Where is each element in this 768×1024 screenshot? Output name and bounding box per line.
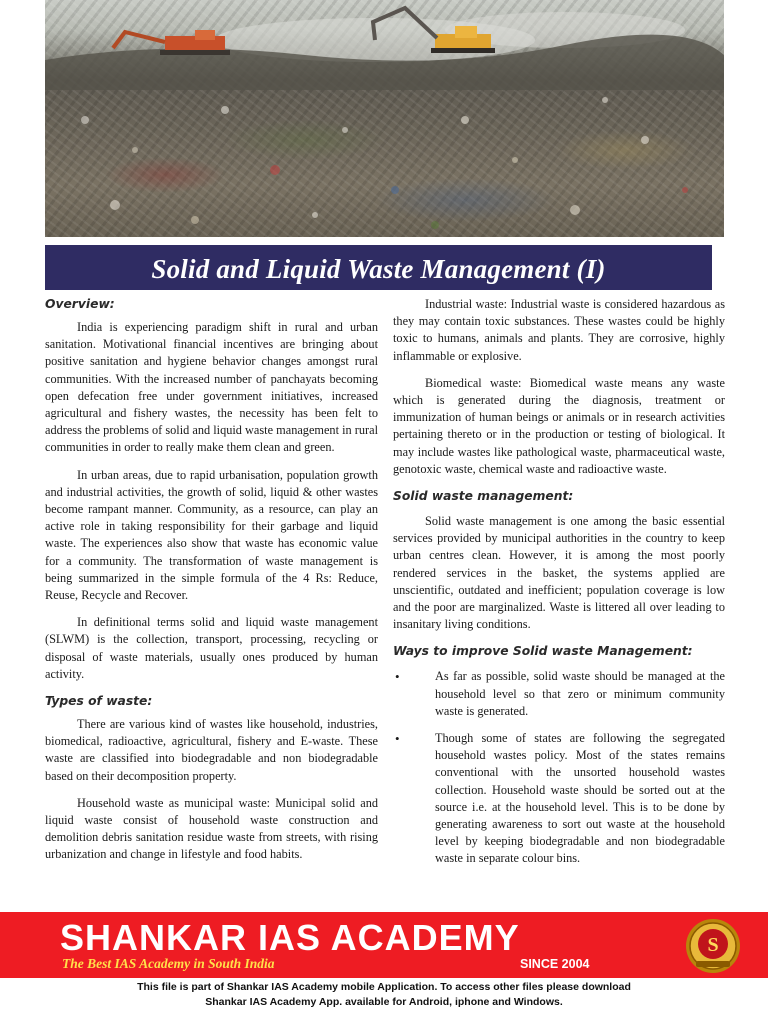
bullet-list: [393, 668, 725, 867]
types-heading: Types of waste:: [45, 694, 153, 709]
paragraph: Industrial waste: Industrial waste is considered hazardous as they may contain toxic substances. These wastes could be highly toxic to humans, animals and plants. They are corrosive, highly inflammable or explosive.: [393, 297, 725, 363]
page-title: Solid and Liquid Waste Management (I): [151, 254, 606, 284]
paragraph: Biomedical waste: Biomedical waste means any waste which is generated during the diagnosis, treatment or immunization of human beings or animals or in research activities pertaining thereto or in the production or testing of biological. It may include wastes like pathological waste, pharmaceutical waste, genotoxic waste, chemical waste and radioactive waste.: [393, 375, 725, 476]
paragraph: In definitional terms solid and liquid waste management (SLWM) is the collection, transport, processing, recycling or disposal of waste materials, usually ones produced by human activity.: [45, 615, 378, 681]
note-line: This file is part of Shankar IAS Academy mobile Application. To access other files please download: [137, 981, 631, 993]
bullet-icon: •: [395, 731, 400, 747]
ways-heading: Ways to improve Solid waste Management:: [393, 644, 693, 659]
paragraph: Solid waste management is one among the basic essential services provided by municipal authorities in the country to keep urban centres clean. However, it is among the most poorly rendered services in the basket, the systems applied are unscientific, outdated and inefficient; population coverage is low and the poor are marginalized. Waste is littered all over leading to insanitary living conditions.: [393, 514, 725, 632]
left-column: [45, 296, 378, 874]
paragraph: Household waste as municipal waste: Municipal solid and liquid waste consist of household waste construction and demolition debris sanitation residue waste from streets, with rising urbanization and change in lifestyle and food habits.: [45, 795, 378, 862]
download-note: [0, 980, 768, 1010]
paragraph: In urban areas, due to rapid urbanisation, population growth and industrial activities, the growth of solid, liquid & other wastes become rampant manner. Community, as a resource, can play an active role in taking responsibility for their garbage and liquid waste. The experiences also show that waste has economic value for a community. The transformation of waste management is being summarized in the simple formula of the 4 Rs: Reduce, Reuse, Recycle and Recover.: [45, 467, 378, 603]
swm-heading: Solid waste management:: [393, 489, 574, 504]
emblem-letter: S: [707, 934, 719, 956]
footer-banner: [0, 912, 768, 978]
paragraph: There are various kind of wastes like household, industries, biomedical, radioactive, agricultural, fishery and E-waste. These waste are classified into biodegradable and non biodegradable based on their decomposition property.: [45, 717, 378, 783]
brand-tagline: The Best IAS Academy in South India: [62, 956, 275, 971]
hero-landfill-photo: [45, 0, 724, 237]
since-label: SINCE 2004: [520, 957, 590, 971]
brand-name: SHANKAR IAS ACADEMY: [60, 917, 520, 958]
list-item-text: As far as possible, solid waste should be managed at the household level so that zero or minimum community waste is generated.: [435, 669, 725, 718]
bullet-icon: •: [395, 669, 400, 685]
paragraph: India is experiencing paradigm shift in rural and urban sanitation. Motivational financial incentives are bringing about positive sanitation and hygiene behavior changes amongst rural communities. With the increased number of panchayats becoming open defecation free under government initiatives, increased agricultural and fishery wastes, the necessity has been felt to address the problems of solid and liquid waste management in rural communities in order to really make them clean and green.: [45, 320, 378, 455]
list-item-text: Though some of states are following the segregated household wastes policy. Most of the states remains conventional with the unsorted household wastes collection. Household waste should be sorted out at the source i.e. at the household level. This is to be done by generating awareness to sort out waste at the household level by keeping biodegradable and non biodegradable waste in separate colour bins.: [435, 731, 725, 866]
list-item: [393, 668, 725, 720]
right-column: [393, 296, 725, 878]
note-line: Shankar IAS Academy App. available for Android, iphone and Windows.: [205, 996, 563, 1008]
landfill-scene: [45, 0, 724, 237]
list-item: [393, 730, 725, 868]
overview-heading: Overview:: [45, 297, 115, 311]
title-banner: [45, 245, 712, 290]
academy-emblem-icon: [684, 917, 742, 975]
